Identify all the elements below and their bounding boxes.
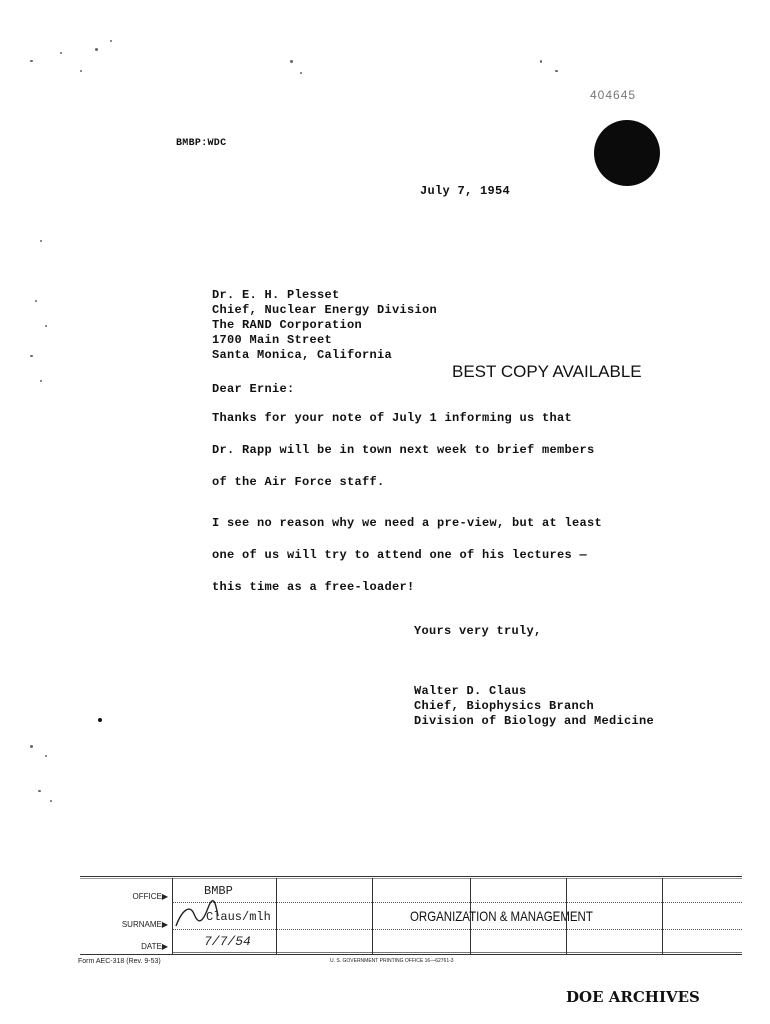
recipient-organization: The RAND Corporation [212,318,363,332]
office-label: OFFICE▶ [132,892,168,901]
recipient-name: Dr. E. H. Plesset [212,288,340,302]
doe-archives-stamp: DOE ARCHIVES [566,988,700,1006]
office-value: BMBP [204,884,233,898]
surname-value: Claus/mlh [206,910,271,924]
signer-division: Division of Biology and Medicine [414,714,655,728]
organization-management-stamp: ORGANIZATION & MANAGEMENT [410,908,593,924]
signer-title: Chief, Biophysics Branch [414,699,595,713]
recipient-address [212,288,437,363]
surname-label: SURNAME▶ [121,920,168,929]
body-line: I see no reason why we need a pre-view, but at least [212,516,603,530]
body-line: Thanks for your note of July 1 informing us that [212,411,573,425]
recipient-city: Santa Monica, California [212,348,393,362]
recipient-street: 1700 Main Street [212,333,333,347]
body-line: Dr. Rapp will be in town next week to brief members [212,443,595,457]
document-number: 404645 [590,88,637,102]
date-value: 7/7/54 [204,934,251,949]
signature-block [414,684,654,729]
letter-date: July 7, 1954 [420,184,511,198]
form-number: Form AEC-318 (Rev. 9-53) [78,958,161,965]
signer-name: Walter D. Claus [414,684,527,698]
initials-scribble [172,900,222,930]
punch-hole [594,120,660,186]
body-line: one of us will try to attend one of his lectures — [212,548,588,562]
best-copy-stamp: BEST COPY AVAILABLE [452,362,642,381]
routing-symbol: BMBP:WDC [176,138,227,149]
body-line: this time as a free-loader! [212,580,415,594]
printing-office-line: U. S. GOVERNMENT PRINTING OFFICE 16—62761-3 [330,958,454,964]
date-label: DATE▶ [141,942,168,951]
body-line: of the Air Force staff. [212,475,385,489]
closing: Yours very truly, [414,624,542,638]
recipient-title: Chief, Nuclear Energy Division [212,303,438,317]
salutation: Dear Ernie: [212,382,295,396]
